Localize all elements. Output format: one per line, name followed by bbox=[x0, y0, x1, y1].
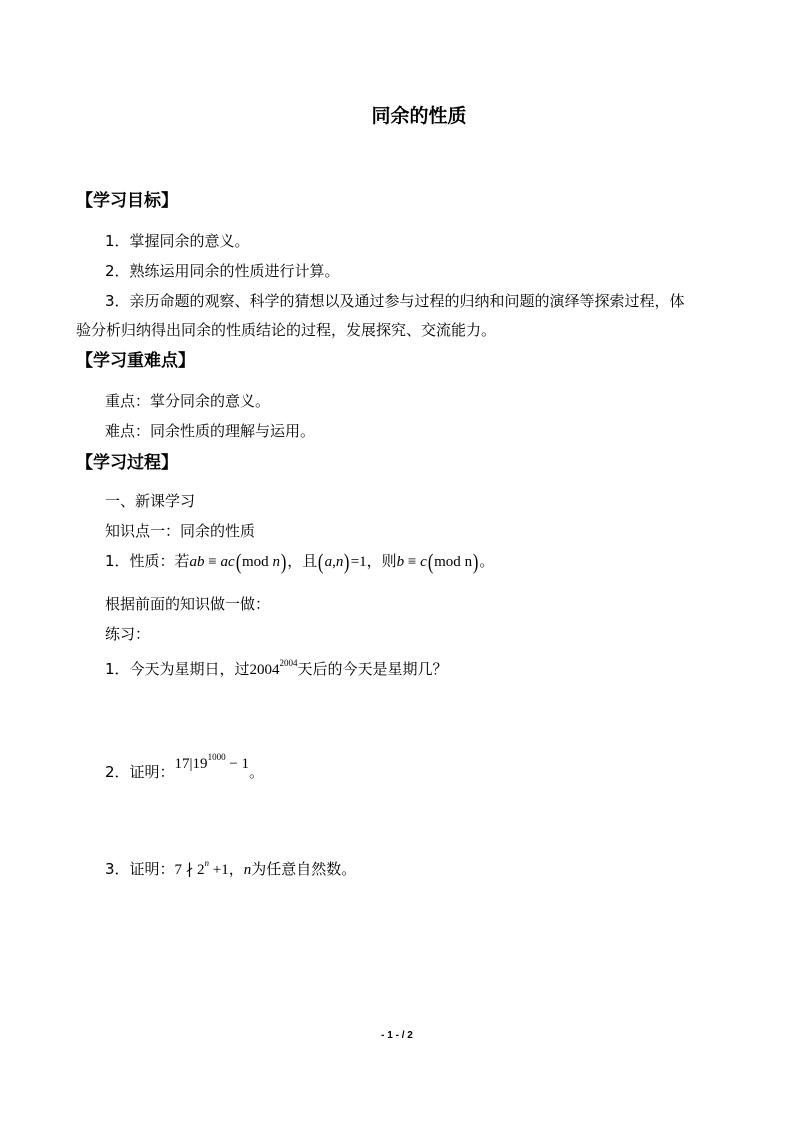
knowledge-point: 知识点一：同余的性质 bbox=[105, 522, 256, 540]
property-suffix: 。 bbox=[479, 552, 495, 570]
section-heading-key-points: 【学习重难点】 bbox=[76, 351, 195, 371]
exercise-3: 3．证明：7 ∤ $2^n +1$，n为任意自然数。 bbox=[105, 858, 357, 878]
key-focus: 重点：掌分同余的意义。 bbox=[105, 392, 271, 410]
exercise-2-divisibility: $17|19^{1000} - 1$ bbox=[174, 752, 250, 772]
page-number-footer: - 1 - / 2 bbox=[381, 1030, 413, 1041]
practice-label: 练习： bbox=[105, 625, 151, 643]
page-title: 同余的性质 bbox=[371, 105, 467, 127]
property-line bbox=[105, 551, 494, 573]
property-prefix: 1．性质：若 bbox=[105, 552, 190, 570]
exercise-3-nondivisibility: 7 ∤ $2^n +1$，n bbox=[174, 858, 252, 878]
exercise-2: 2．证明：$17|19^{1000} - 1$。 bbox=[105, 752, 265, 781]
exercise-1: 1．今天为星期日，过$2004^{2004}$天后的今天是星期几？ bbox=[105, 658, 448, 678]
property-comma-and: ，且 bbox=[287, 552, 318, 570]
practice-intro: 根据前面的知识做一做： bbox=[105, 595, 271, 613]
key-difficulty: 难点：同余性质的理解与运用。 bbox=[105, 422, 316, 440]
objective-item-2: 2．熟练运用同余的性质进行计算。 bbox=[105, 262, 340, 280]
objective-item-1: 1．掌握同余的意义。 bbox=[105, 232, 250, 250]
section-heading-process: 【学习过程】 bbox=[76, 453, 178, 473]
property-comma-then: ，则 bbox=[366, 552, 397, 570]
objective-item-3-continued: 验分析归纳得出同余的性质结论的过程，发展探究、交流能力。 bbox=[76, 321, 497, 339]
property-congruence: ab ≡ ac(mod n) bbox=[189, 549, 287, 574]
property-conclusion: b ≡ c(mod n) bbox=[396, 549, 479, 574]
property-gcd: (a,n)=1 bbox=[318, 549, 367, 574]
process-subheading: 一、新课学习 bbox=[105, 492, 196, 510]
objective-item-3: 3．亲历命题的观察、科学的猜想以及通过参与过程的归纳和问题的演绎等探索过程，体 bbox=[105, 292, 685, 310]
section-heading-objectives: 【学习目标】 bbox=[76, 191, 178, 211]
exercise-1-power: $2004^{2004}$ bbox=[249, 658, 298, 678]
